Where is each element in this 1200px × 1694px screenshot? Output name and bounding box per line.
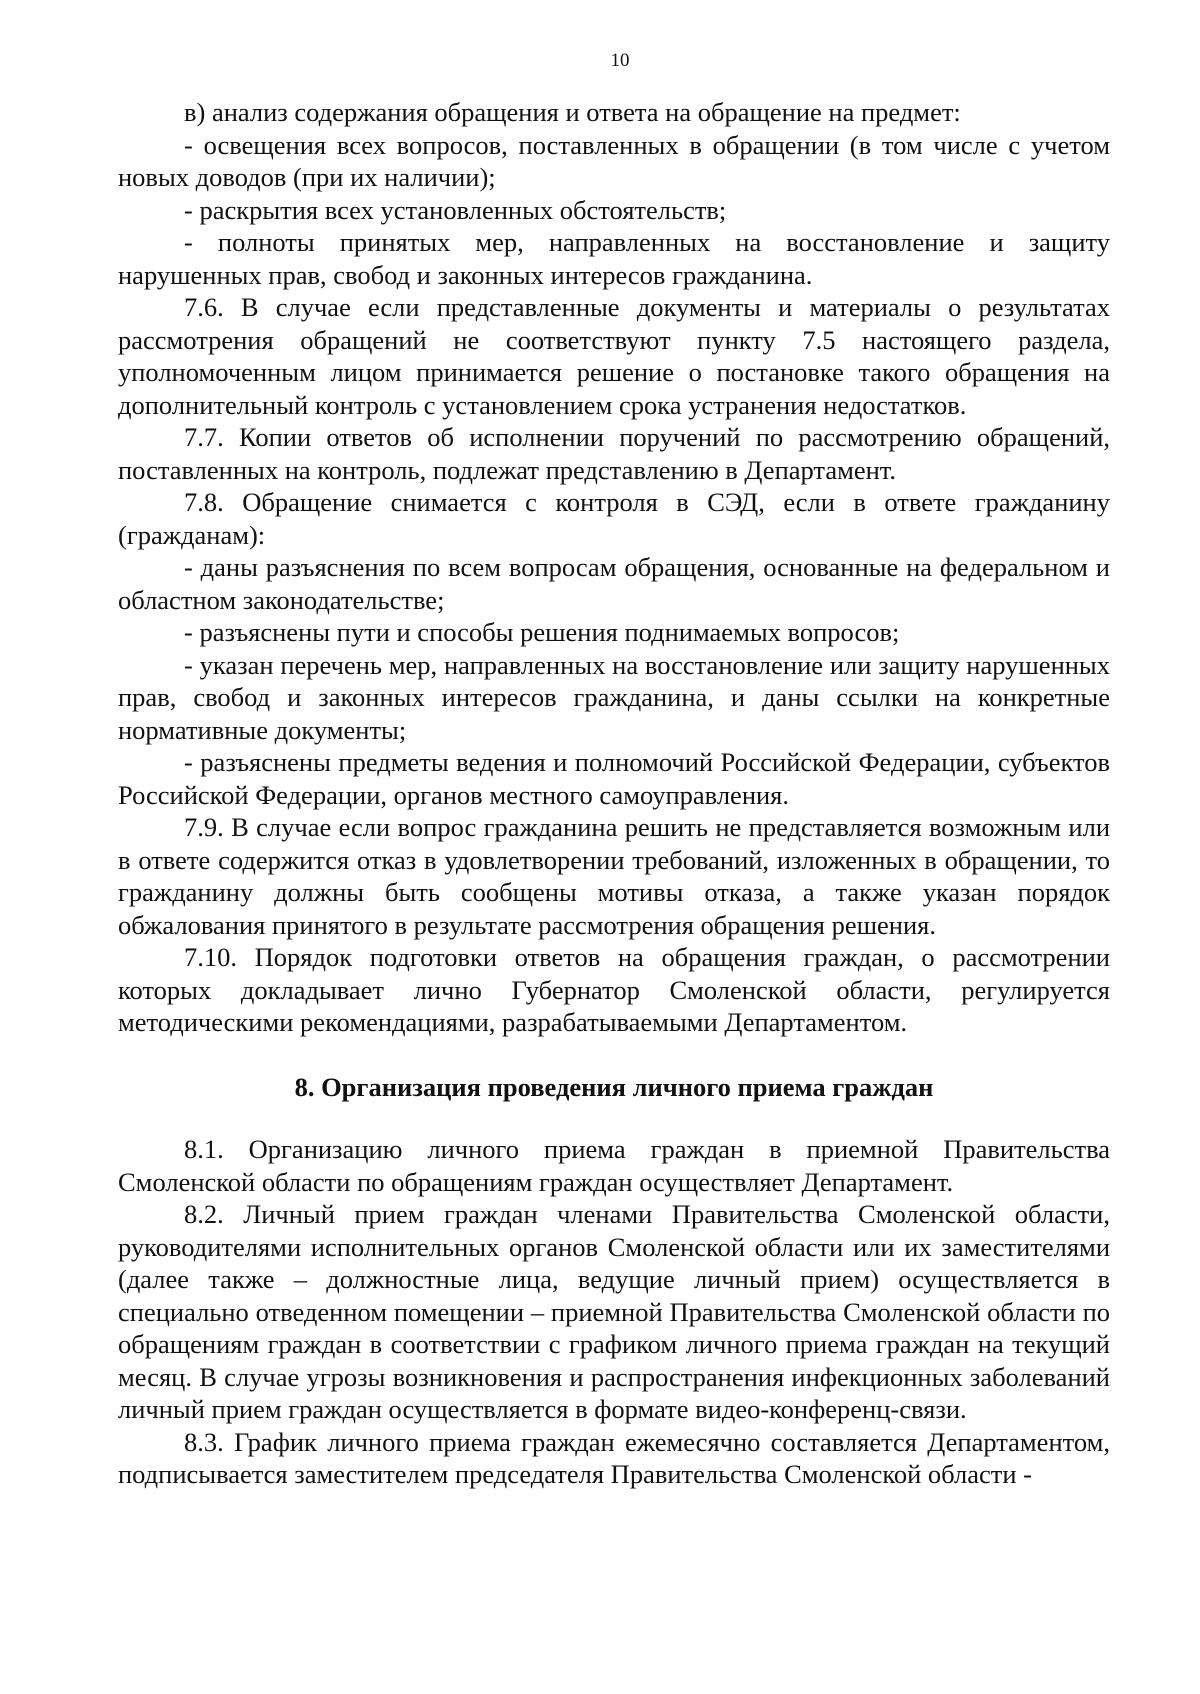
paragraph: - даны разъяснения по всем вопросам обращения, основанные на федеральном и областном законодательстве;: [118, 552, 1110, 615]
paragraph: - освещения всех вопросов, поставленных в обращении (в том числе с учетом новых доводов (при их наличии);: [118, 129, 1110, 192]
paragraph: - указан перечень мер, направленных на восстановление или защиту нарушенных прав, свобод и законных интересов гражданина, и даны ссылки на конкретные нормативные документы;: [118, 649, 1110, 745]
paragraph: - полноты принятых мер, направленных на восстановление и защиту нарушенных прав, свобод и законных интересов гражданина.: [118, 227, 1110, 290]
document-body: [118, 96, 1110, 1491]
paragraph: 8.1. Организацию личного приема граждан в приемной Правительства Смоленской области по обращениям граждан осуществляет Департамент.: [118, 1134, 1110, 1197]
paragraph: - раскрытия всех установленных обстоятельств;: [184, 194, 727, 225]
paragraph: - разъяснены предметы ведения и полномочий Российской Федерации, субъектов Российской Федерации, органов местного самоуправления.: [118, 747, 1110, 810]
paragraph: 7.9. В случае если вопрос гражданина решить не представляется возможным или в ответе содержится отказ в удовлетворении требований, изложенных в обращении, то гражданину должны быть сообщены мотивы отказа, а также указан порядок обжалования принятого в результате рассмотрения обращения решения.: [118, 812, 1110, 940]
page-number: 10: [610, 50, 630, 71]
paragraph: в) анализ содержания обращения и ответа на обращение на предмет:: [184, 97, 961, 127]
paragraph: 7.8. Обращение снимается с контроля в СЭД, если в ответе гражданину (гражданам):: [118, 487, 1110, 550]
paragraph: - разъяснены пути и способы решения поднимаемых вопросов;: [184, 617, 900, 647]
paragraph: 7.7. Копии ответов об исполнении поручений по рассмотрению обращений, поставленных на контроль, подлежат представлению в Департамент.: [118, 422, 1110, 485]
section-heading: 8. Организация проведения личного приема граждан: [294, 1071, 934, 1102]
paragraph: 8.2. Личный прием граждан членами Правительства Смоленской области, руководителями исполнительных органов Смоленской области или их заместителями (далее также – должностные лица, ведущие личный прием) осуществляется в специально отведенном помещении – приемной Правительства Смоленской области по обращениям граждан в соответствии с графиком личного приема граждан на текущий месяц. В случае угрозы возникновения и распространения инфекционных заболеваний личный прием граждан осуществляется в формате видео-конференц-связи.: [118, 1199, 1110, 1424]
paragraph: 7.10. Порядок подготовки ответов на обращения граждан, о рассмотрении которых докладывает лично Губернатор Смоленской области, регулируется методическими рекомендациями, разрабатываемыми Департаментом.: [118, 942, 1110, 1037]
paragraph: 7.6. В случае если представленные документы и материалы о результатах рассмотрения обращений не соответствуют пункту 7.5 настоящего раздела, уполномоченным лицом принимается решение о постановке такого обращения на дополнительный контроль с установлением срока устранения недостатков.: [118, 292, 1110, 420]
paragraph: 8.3. График личного приема граждан ежемесячно составляется Департаментом, подписывается заместителем председателя Правительства Смоленской области -: [118, 1426, 1110, 1489]
